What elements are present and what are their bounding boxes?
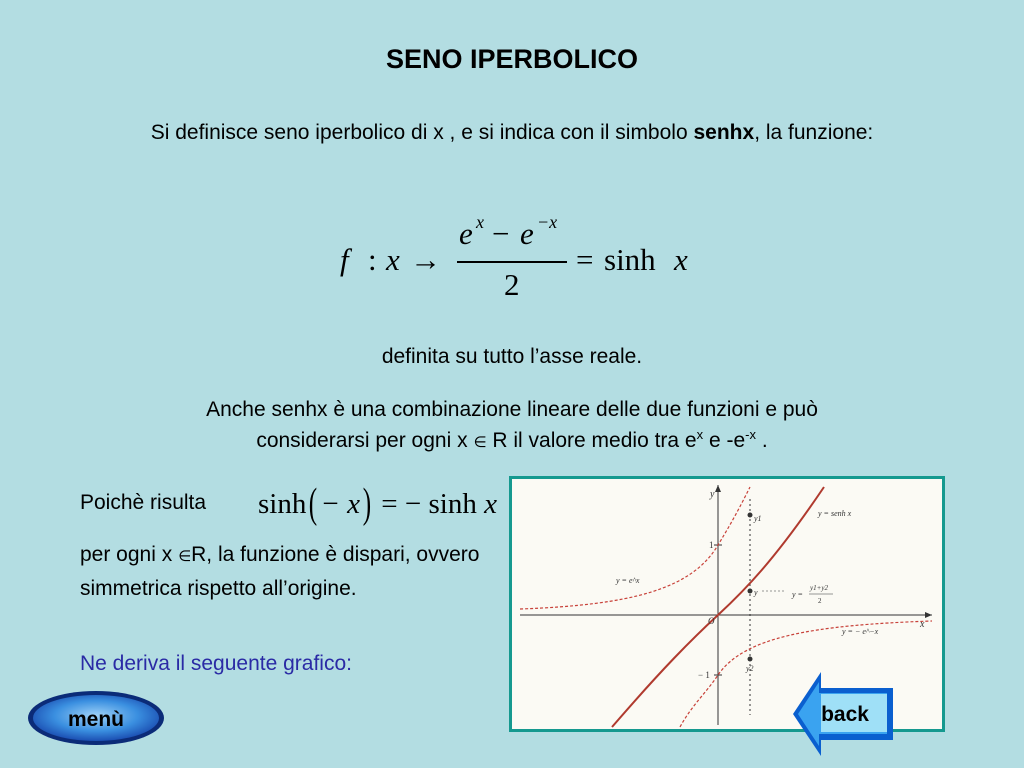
back-button-label: back: [821, 703, 869, 726]
sinh-lpar: (: [309, 481, 318, 527]
formula-f: f: [340, 242, 349, 277]
formula-arrow: →: [410, 242, 441, 277]
formula-num-e1: e: [459, 216, 473, 251]
formula-sinh: sinh: [604, 242, 656, 277]
mean-part-d: .: [755, 429, 768, 452]
sinh-lhs: sinh: [258, 488, 307, 520]
back-button[interactable]: [793, 672, 895, 756]
point-y2: [748, 657, 753, 662]
page-title: SENO IPERBOLICO: [385, 44, 639, 74]
formula-x2: x: [674, 242, 688, 277]
label-mean-num: y1+y2: [810, 584, 828, 592]
element-of-symbol: ∈: [178, 547, 192, 565]
graph-intro-text: Ne deriva il seguente grafico:: [80, 652, 352, 675]
poiche-text: Poichè risulta: [80, 491, 207, 514]
odd-function-text: [80, 539, 510, 604]
intro-text: [90, 118, 934, 148]
formula-num-minus: −: [492, 216, 510, 251]
definition-formula: [340, 212, 720, 312]
menu-button-shape: [26, 689, 166, 747]
formula-eq: =: [576, 242, 594, 277]
mean-sup1: x: [696, 427, 704, 442]
intro-after: , la funzione:: [754, 121, 874, 144]
sinh-arg: − x: [320, 488, 361, 520]
sinh-x: x: [484, 488, 497, 520]
mean-part-a: considerarsi per ogni x: [256, 429, 474, 452]
origin-label: O: [708, 616, 715, 626]
formula-num-exp2: −x: [537, 212, 558, 232]
intro-symbol: senhx: [693, 121, 755, 144]
mean-line2: [70, 425, 954, 458]
mean-sup2: -x: [745, 427, 756, 442]
sinh-rhs: = − sinh: [381, 488, 477, 520]
menu-button-label: menù: [67, 708, 125, 731]
mean-line1: Anche senhx è una combinazione lineare delle due funzioni e può: [206, 398, 818, 421]
point-y1: [748, 513, 753, 518]
label-mean-lhs: y =: [792, 590, 803, 599]
y-axis-label: y: [710, 489, 715, 500]
x-axis-arrow: [925, 612, 932, 618]
element-of-symbol: ∈: [473, 433, 487, 451]
label-y2: y2: [746, 664, 754, 673]
tick-1-label: 1: [709, 540, 714, 550]
perogni-a: per ogni x: [80, 543, 179, 566]
formula-colon: :: [368, 242, 377, 277]
label-y: y: [754, 588, 758, 597]
back-arrow-icon: [793, 672, 895, 756]
defined-text: definita su tutto l’asse reale.: [381, 345, 643, 368]
label-ex: y = e^x: [616, 576, 640, 585]
menu-button[interactable]: [26, 689, 166, 747]
curve-ex: [520, 487, 750, 609]
formula-den: 2: [504, 267, 520, 302]
mean-part-c: e -e: [703, 429, 746, 452]
perogni-b: R, la funzione è dispari, ovvero simmetrica rispetto all’origine.: [80, 543, 480, 600]
fraction-bar: [457, 261, 567, 263]
mean-value-text: [70, 394, 954, 458]
y-axis-arrow: [715, 485, 721, 492]
x-axis-label: x: [920, 619, 925, 630]
intro-before: Si definisce seno iperbolico di x , e si indica con il simbolo: [150, 121, 694, 144]
label-emx: y = − e^−x: [842, 627, 879, 636]
sinh-rpar: ): [362, 481, 372, 527]
label-mean-den: 2: [818, 597, 822, 605]
formula-num-e2: e: [520, 216, 534, 251]
label-sinh: y = senh x: [818, 509, 852, 518]
formula-num-exp1: x: [476, 212, 484, 232]
mean-part-b: R il valore medio tra e: [486, 429, 697, 452]
label-y1: y1: [754, 514, 762, 523]
tick-minus1-label: − 1: [698, 670, 710, 680]
odd-function-formula: [258, 480, 497, 528]
formula-x: x: [386, 242, 400, 277]
point-y: [748, 589, 753, 594]
